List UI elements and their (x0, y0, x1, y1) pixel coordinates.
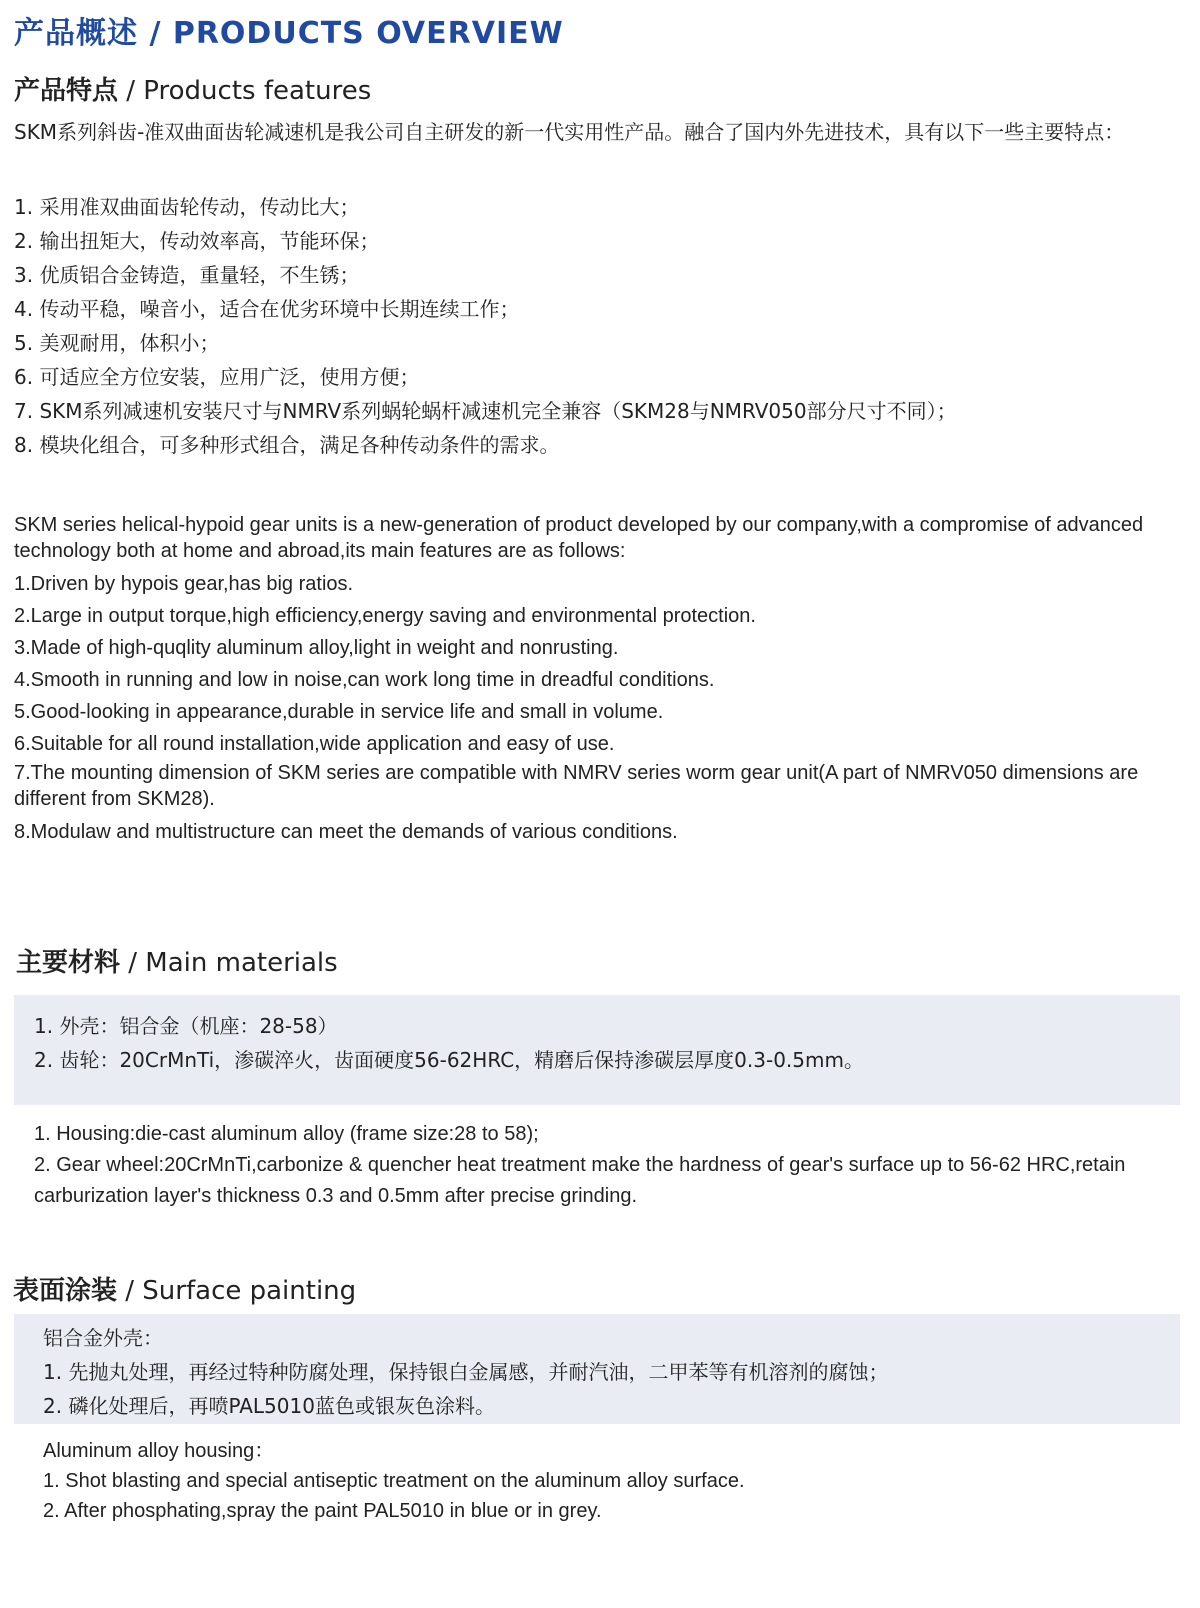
list-item: 2. Gear wheel:20CrMnTi,carbonize & quencher heat treatment make the hardness of gear's surface up to 56-62 HRC,retain carburization layer's thickness 0.3 and 0.5mm after precise grinding. (34, 1154, 1126, 1207)
painting-heading-cn: 表面涂装 (13, 1276, 118, 1306)
list-item: 5. 美观耐用，体积小； (14, 331, 220, 355)
list-item: 8. 模块化组合，可多种形式组合，满足各种传动条件的需求。 (14, 433, 560, 457)
list-item: 4. 传动平稳，噪音小，适合在优劣环境中长期连续工作； (14, 297, 520, 321)
list-item: 3. 优质铝合金铸造，重量轻，不生锈； (14, 263, 360, 287)
features-heading (14, 70, 371, 107)
list-item: 3.Made of high-quqlity aluminum alloy,light in weight and nonrusting. (14, 637, 619, 659)
list-item: 2.Large in output torque,high efficiency,energy saving and environmental protection. (14, 605, 756, 627)
painting-block-cn (43, 1321, 888, 1423)
list-item: 2. 齿轮：20CrMnTi，渗碳淬火，齿面硬度56-62HRC，精磨后保持渗碳层厚度0.3-0.5mm。 (34, 1048, 864, 1072)
list-item: 5.Good-looking in appearance,durable in service life and small in volume. (14, 701, 664, 723)
materials-panel (14, 995, 1180, 1105)
features-intro-en: SKM series helical-hypoid gear units is a new-generation of product developed by our company,with a compromise of advanced technology both at home and abroad,its main features are as follows: (14, 514, 1144, 562)
list-item: 2. After phosphating,spray the paint PAL5010 in blue or in grey. (43, 1500, 602, 1522)
features-heading-en: / Products features (118, 76, 372, 106)
painting-block-en (43, 1436, 745, 1526)
list-item: 1. 外壳：铝合金（机座：28-58） (34, 1014, 338, 1038)
features-list-en (14, 568, 1184, 848)
list-item: 2. 输出扭矩大，传动效率高，节能环保； (14, 229, 380, 253)
list-item: 1. 采用准双曲面齿轮传动，传动比大； (14, 195, 360, 219)
list-item: 7.The mounting dimension of SKM series are compatible with NMRV series worm gear unit(A part of NMRV050 dimensions are different from SKM28). (14, 762, 1139, 810)
list-item: 7. SKM系列减速机安装尺寸与NMRV系列蜗轮蜗杆减速机完全兼容（SKM28与NMRV050部分尺寸不同）； (14, 399, 957, 423)
materials-list-en (34, 1118, 1179, 1212)
painting-heading (13, 1270, 356, 1307)
materials-list-cn (34, 1009, 864, 1077)
painting-subtitle-en: Aluminum alloy housing： (43, 1440, 275, 1462)
painting-subtitle-cn: 铝合金外壳： (43, 1326, 163, 1350)
page-title: 产品概述 / PRODUCTS OVERVIEW (14, 16, 564, 51)
list-item: 1. 先抛丸处理，再经过特种防腐处理，保持银白金属感，并耐汽油，二甲苯等有机溶剂的腐蚀； (43, 1360, 889, 1384)
list-item: 4.Smooth in running and low in noise,can work long time in dreadful conditions. (14, 669, 715, 691)
materials-heading-cn: 主要材料 (16, 948, 121, 978)
list-item: 1.Driven by hypois gear,has big ratios. (14, 573, 354, 595)
painting-heading-en: / Surface painting (117, 1276, 357, 1306)
list-item: 1. Housing:die-cast aluminum alloy (frame size:28 to 58); (34, 1123, 539, 1145)
features-intro-cn: SKM系列斜齿-准双曲面齿轮减速机是我公司自主研发的新一代实用性产品。融合了国内外先进技术，具有以下一些主要特点： (14, 120, 1125, 144)
painting-panel (14, 1314, 1180, 1424)
list-item: 2. 磷化处理后，再喷PAL5010蓝色或银灰色涂料。 (43, 1394, 495, 1418)
materials-heading-en: / Main materials (120, 948, 338, 978)
list-item: 8.Modulaw and multistructure can meet the demands of various conditions. (14, 821, 678, 843)
list-item: 1. Shot blasting and special antiseptic treatment on the aluminum alloy surface. (43, 1470, 745, 1492)
list-item: 6.Suitable for all round installation,wide application and easy of use. (14, 733, 615, 755)
list-item: 6. 可适应全方位安装，应用广泛，使用方便； (14, 365, 420, 389)
features-heading-cn: 产品特点 (14, 76, 119, 106)
features-list-cn (14, 190, 957, 462)
materials-heading (16, 942, 338, 979)
